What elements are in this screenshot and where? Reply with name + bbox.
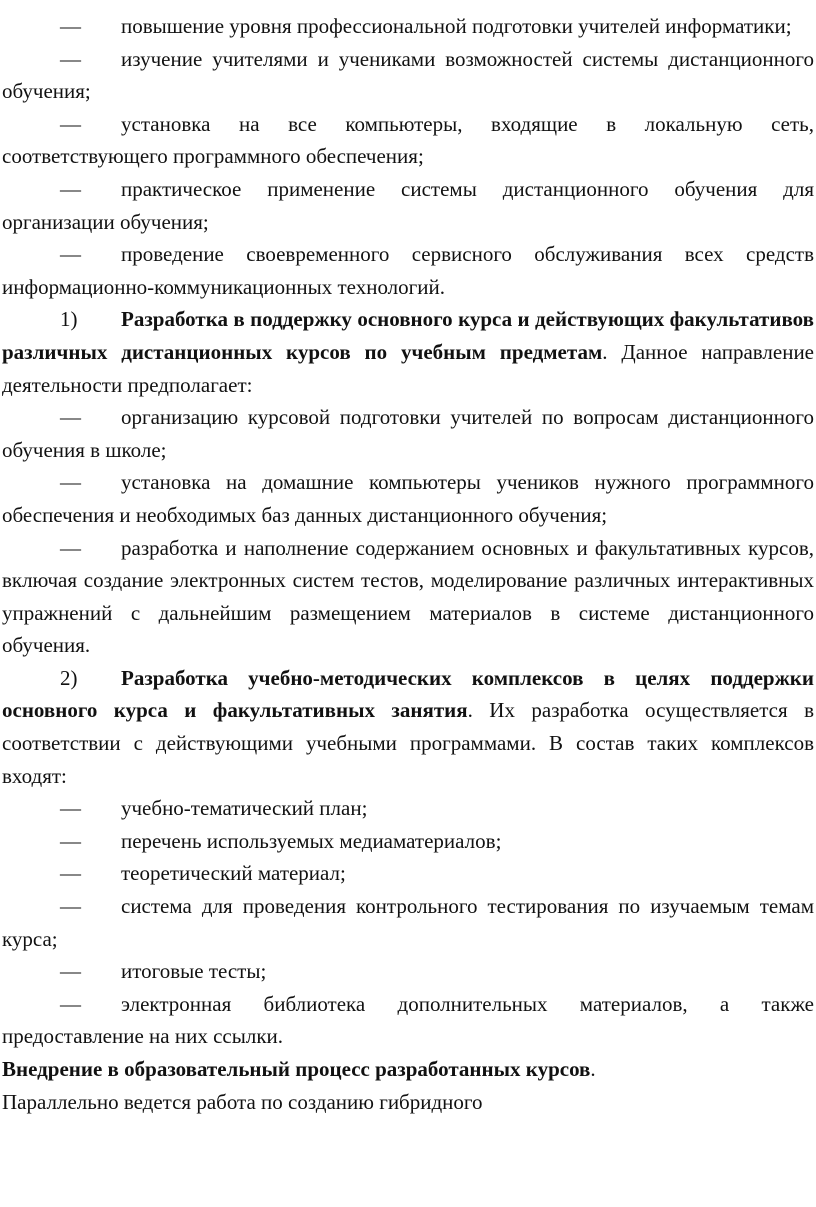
- list-item: [2, 238, 814, 303]
- closing-text: Параллельно ведется работа по созданию гибридного: [2, 1089, 483, 1114]
- list-item: [2, 466, 814, 531]
- list-item-text: организацию курсовой подготовки учителей по вопросам дистанционного обучения в школе;: [2, 405, 814, 462]
- list-item-text: установка на домашние компьютеры учеников нужного программного обеспечения и необходимых баз данных дистанционного обучения;: [2, 470, 814, 527]
- section-1-heading: Разработка в поддержку основного курса и действующих факультативов различных дистанционных курсов по учебным предметам: [2, 307, 814, 364]
- list-item: [2, 10, 814, 43]
- dash-marker: —: [60, 405, 81, 430]
- section-2-number: 2): [60, 665, 78, 690]
- dash-marker: —: [60, 991, 81, 1016]
- list-item-text: разработка и наполнение содержанием основных и факультативных курсов, включая создание электронных систем тестов, моделирование различных интерактивных упражнений с дальнейшим размещением материалов в системе дистанционного обучения.: [2, 535, 814, 658]
- list-item-text: изучение учителями и учениками возможностей системы дистанционного обучения;: [2, 46, 814, 104]
- dash-marker: —: [60, 959, 81, 984]
- list-item-text: повышение уровня профессиональной подготовки учителей информатики;: [121, 14, 792, 38]
- dash-marker: —: [60, 828, 81, 853]
- list-item-text: теоретический материал;: [121, 861, 346, 886]
- dash-marker: —: [60, 46, 81, 71]
- section-3-heading: Внедрение в образовательный процесс разработанных курсов: [2, 1057, 591, 1081]
- list-item-text: электронная библиотека дополнительных материалов, а также предоставление на них ссылки.: [2, 991, 814, 1049]
- list-item: [2, 988, 814, 1053]
- dash-marker: —: [60, 861, 81, 886]
- list-item: [2, 173, 814, 238]
- section-2-heading: Разработка учебно-методических комплексов в целях поддержки основного курса и факультативных занятия: [2, 665, 814, 723]
- section-2-text: . Их разработка осуществляется в соответствии с действующими учебными программами. В состав таких комплексов входят:: [2, 698, 814, 788]
- section-3-heading-end: .: [590, 1057, 596, 1081]
- section-1-number: 1): [60, 307, 78, 332]
- dash-marker: —: [60, 176, 81, 201]
- list-item: [2, 401, 814, 466]
- closing-paragraph: [2, 1086, 814, 1119]
- list-item-text: установка на все компьютеры, входящие в локальную сеть, соответствующего программного обеспечения;: [2, 111, 814, 169]
- list-item: [2, 792, 814, 825]
- list-item: [2, 43, 814, 108]
- dash-marker: —: [60, 470, 81, 495]
- list-item: [2, 825, 814, 858]
- section-1-paragraph: [2, 303, 814, 401]
- list-item: [2, 108, 814, 173]
- dash-marker: —: [60, 535, 81, 560]
- list-item-text: система для проведения контрольного тестирования по изучаемым темам курса;: [2, 894, 814, 951]
- dash-marker: —: [60, 242, 81, 267]
- dash-marker: —: [60, 796, 81, 821]
- list-item-text: практическое применение системы дистанционного обучения для организации обучения;: [2, 176, 814, 234]
- list-item: [2, 955, 814, 988]
- list-item-text: учебно-тематический план;: [121, 796, 368, 821]
- list-item-text: проведение своевременного сервисного обслуживания всех средств информационно-коммуникационных технологий.: [2, 242, 814, 299]
- dash-marker: —: [60, 111, 81, 136]
- list-item: [2, 890, 814, 955]
- list-item: [2, 532, 814, 662]
- section-2-paragraph: [2, 662, 814, 792]
- dash-marker: —: [60, 14, 81, 38]
- section-1-text: . Данное направление деятельности предполагает:: [2, 339, 815, 397]
- list-item-text: перечень используемых медиаматериалов;: [121, 828, 502, 853]
- list-item-text: итоговые тесты;: [121, 959, 267, 984]
- list-item: [2, 857, 814, 890]
- section-3-heading-paragraph: [2, 1053, 814, 1086]
- dash-marker: —: [60, 894, 81, 919]
